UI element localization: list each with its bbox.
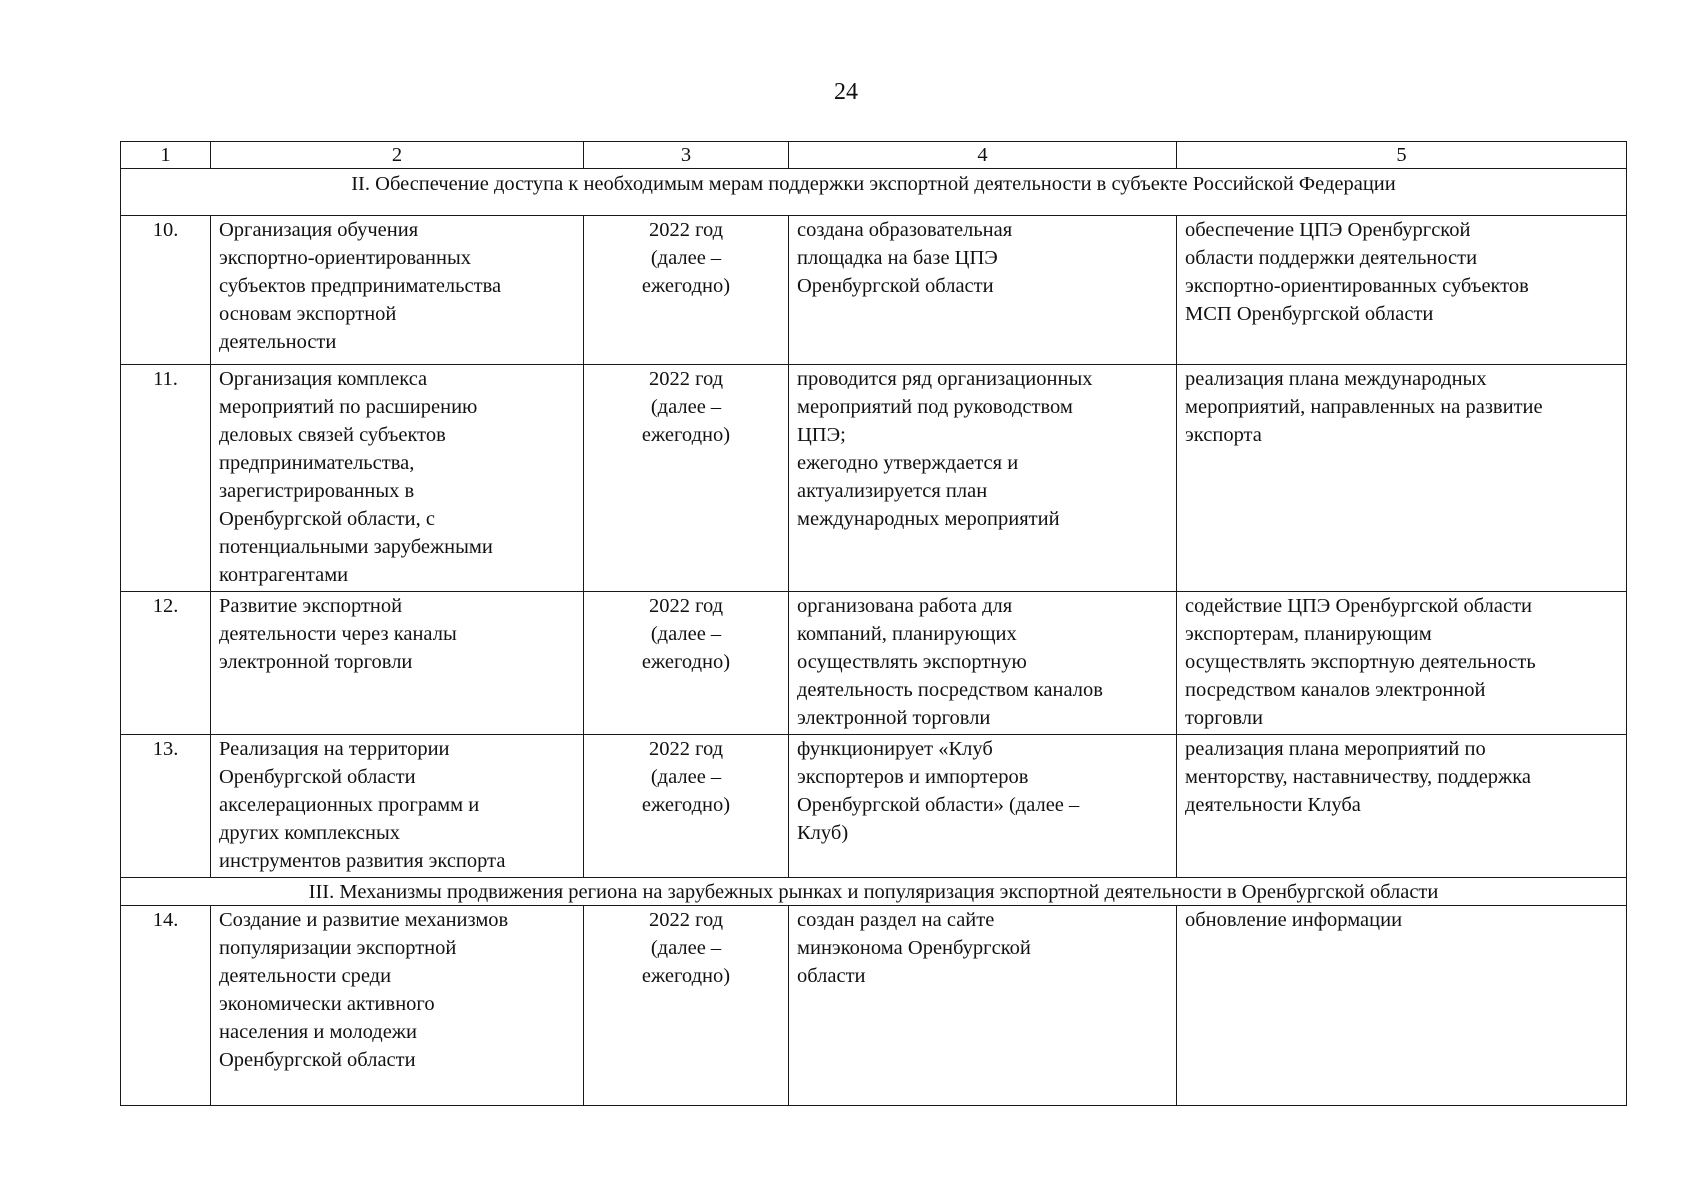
table-header-row	[121, 142, 1627, 169]
measure-cell: Развитие экспортной деятельности через каналы электронной торговли	[211, 592, 584, 735]
table-row	[121, 592, 1627, 735]
period-cell: 2022 год (далее – ежегодно)	[584, 906, 789, 1106]
table-row	[121, 365, 1627, 592]
measures-table	[120, 141, 1627, 1106]
column-header: 1	[121, 142, 211, 169]
status-cell: функционирует «Клуб экспортеров и импортеров Оренбургской области» (далее – Клуб)	[789, 735, 1177, 878]
measure-cell: Организация комплекса мероприятий по расширению деловых связей субъектов предпринимательства, зарегистрированных в Оренбургской области, с потенциальными зарубежными контрагентами	[211, 365, 584, 592]
page-number: 24	[834, 79, 858, 105]
period-cell: 2022 год (далее – ежегодно)	[584, 592, 789, 735]
result-cell: содействие ЦПЭ Оренбургской области экспортерам, планирующим осуществлять экспортную деятельность посредством каналов электронной торговли	[1177, 592, 1627, 735]
status-cell: создан раздел на сайте минэкономa Оренбургской области	[789, 906, 1177, 1106]
period-cell: 2022 год (далее – ежегодно)	[584, 735, 789, 878]
row-number: 11.	[121, 365, 211, 592]
row-number: 10.	[121, 216, 211, 365]
section-heading: II. Обеспечение доступа к необходимым мерам поддержки экспортной деятельности в субъекте Российской Федерации	[121, 169, 1627, 216]
period-cell: 2022 год (далее – ежегодно)	[584, 216, 789, 365]
row-number: 14.	[121, 906, 211, 1106]
result-cell: реализация плана международных мероприятий, направленных на развитие экспорта	[1177, 365, 1627, 592]
column-header: 5	[1177, 142, 1627, 169]
status-cell: создана образовательная площадка на базе ЦПЭ Оренбургской области	[789, 216, 1177, 365]
column-header: 4	[789, 142, 1177, 169]
section-heading: III. Механизмы продвижения региона на зарубежных рынках и популяризация экспортной деятельности в Оренбургской области	[121, 878, 1627, 906]
status-cell: организована работа для компаний, планирующих осуществлять экспортную деятельность посредством каналов электронной торговли	[789, 592, 1177, 735]
table-row	[121, 216, 1627, 365]
result-cell: реализация плана мероприятий по менторству, наставничеству, поддержка деятельности Клуба	[1177, 735, 1627, 878]
column-header: 2	[211, 142, 584, 169]
row-number: 13.	[121, 735, 211, 878]
table-row	[121, 906, 1627, 1106]
period-cell: 2022 год (далее – ежегодно)	[584, 365, 789, 592]
measure-cell: Создание и развитие механизмов популяризации экспортной деятельности среди экономически активного населения и молодежи Оренбургской области	[211, 906, 584, 1106]
measure-cell: Реализация на территории Оренбургской области акселерационных программ и других комплексных инструментов развития экспорта	[211, 735, 584, 878]
column-header: 3	[584, 142, 789, 169]
row-number: 12.	[121, 592, 211, 735]
section-heading-row	[121, 878, 1627, 906]
section-heading-row	[121, 169, 1627, 216]
status-cell: проводится ряд организационных мероприятий под руководством ЦПЭ; ежегодно утверждается и актуализируется план международных мероприятий	[789, 365, 1177, 592]
measure-cell: Организация обучения экспортно-ориентированных субъектов предпринимательства основам экспортной деятельности	[211, 216, 584, 365]
table-row	[121, 735, 1627, 878]
result-cell: обеспечение ЦПЭ Оренбургской области поддержки деятельности экспортно-ориентированных субъектов МСП Оренбургской области	[1177, 216, 1627, 365]
result-cell: обновление информации	[1177, 906, 1627, 1106]
